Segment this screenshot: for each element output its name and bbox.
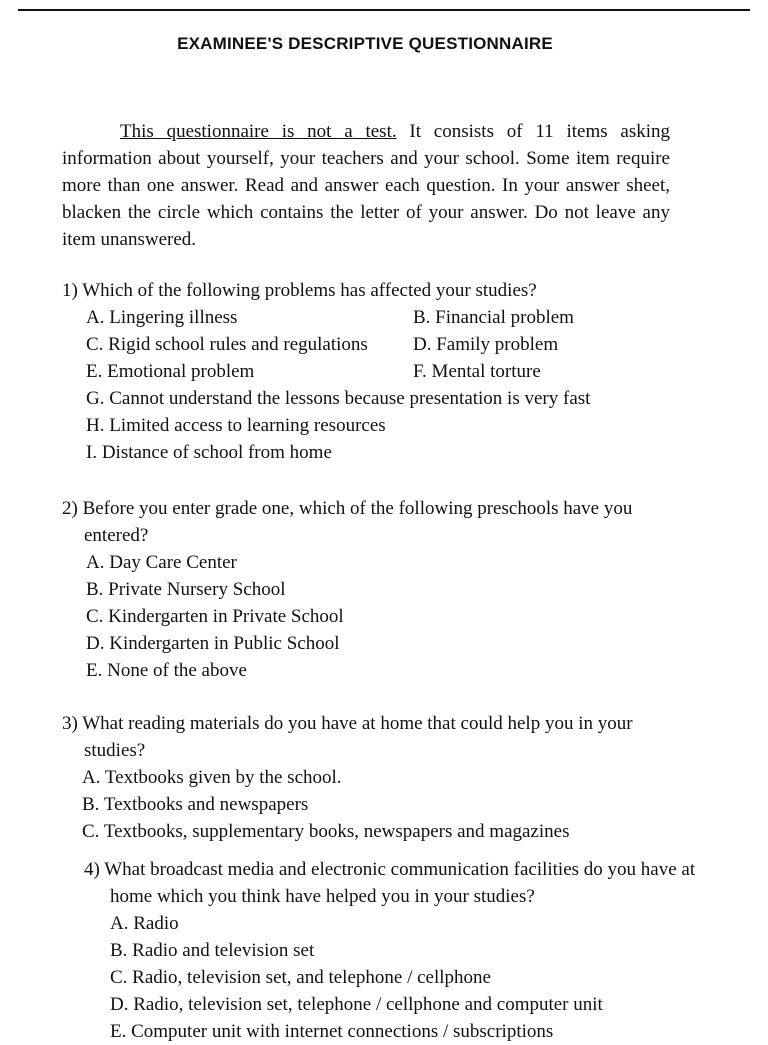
q2-option-e: E. None of the above [86, 660, 247, 681]
question-4-stem-line-2: home which you think have helped you in your studies? [110, 886, 535, 907]
q1-option-d: D. Family problem [413, 334, 559, 355]
question-3-stem-line-1: 3) What reading materials do you have at home that could help you in your [62, 713, 633, 734]
q2-option-d: D. Kindergarten in Public School [86, 633, 340, 654]
question-3 [62, 710, 702, 845]
question-1-stem: 1) Which of the following problems has affected your studies? [62, 280, 537, 301]
q1-option-a: A. Lingering illness [86, 307, 238, 328]
q2-option-c: C. Kindergarten in Private School [86, 606, 344, 627]
q4-option-c: C. Radio, television set, and telephone / cellphone [110, 967, 491, 988]
q1-option-g: G. Cannot understand the lessons because presentation is very fast [86, 388, 591, 409]
q3-option-a: A. Textbooks given by the school. [82, 767, 342, 788]
question-4-stem-line-1: 4) What broadcast media and electronic communication facilities do you have at [84, 859, 696, 880]
q2-option-a: A. Day Care Center [86, 552, 237, 573]
intro-text: It consists of 11 items asking information about yourself, your teachers and your school. Some item require more than one answer. Read and answer each question. In your answer sheet, blacken the circle which contains the letter of your answer. Do not leave any item unanswered. [62, 121, 671, 250]
q3-option-b: B. Textbooks and newspapers [82, 794, 309, 815]
q4-option-a: A. Radio [110, 913, 179, 934]
intro-lead: This questionnaire is not a test. [120, 121, 397, 142]
q1-option-i: I. Distance of school from home [86, 442, 332, 463]
q4-option-d: D. Radio, television set, telephone / cellphone and computer unit [110, 994, 603, 1015]
q4-option-b: B. Radio and television set [110, 940, 315, 961]
q4-option-e: E. Computer unit with internet connections / subscriptions [110, 1021, 554, 1042]
q1-option-f: F. Mental torture [413, 361, 541, 382]
question-2-stem-line-1: 2) Before you enter grade one, which of the following preschools have you [62, 498, 633, 519]
question-4 [84, 856, 724, 1045]
question-2 [62, 495, 702, 684]
q1-option-h: H. Limited access to learning resources [86, 415, 386, 436]
q1-option-e: E. Emotional problem [86, 361, 255, 382]
top-rule [18, 9, 750, 11]
question-2-stem-line-2: entered? [84, 525, 149, 546]
question-3-stem-line-2: studies? [84, 740, 146, 761]
question-1 [62, 277, 702, 466]
q3-option-c: C. Textbooks, supplementary books, newspapers and magazines [82, 821, 570, 842]
q1-option-b: B. Financial problem [413, 307, 574, 328]
page-title: EXAMINEE'S DESCRIPTIVE QUESTIONNAIRE [177, 34, 553, 53]
q2-option-b: B. Private Nursery School [86, 579, 286, 600]
intro-paragraph [62, 118, 670, 253]
q1-option-c: C. Rigid school rules and regulations [86, 334, 368, 355]
